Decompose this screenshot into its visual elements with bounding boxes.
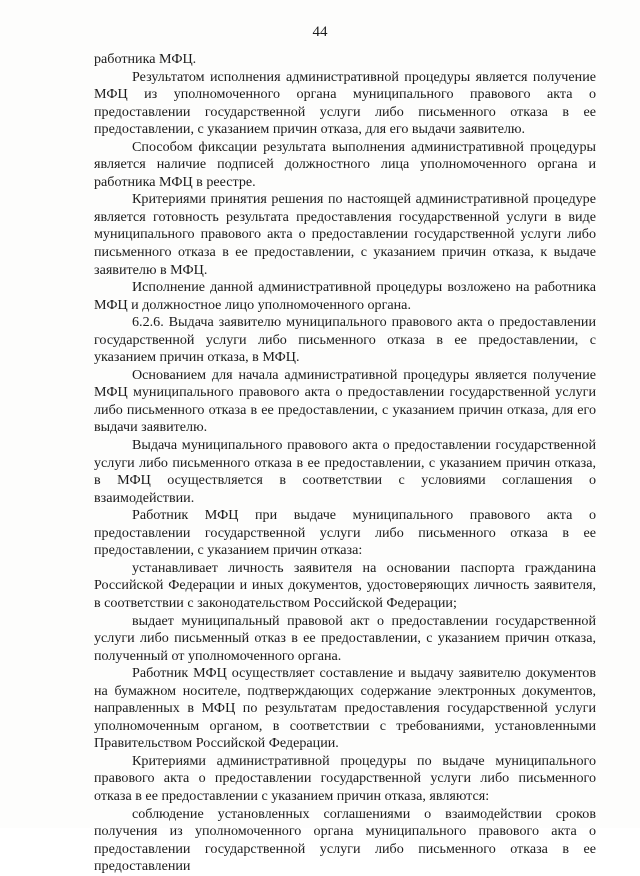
paragraph: Способом фиксации результата выполнения административной процедуры является наличие подписей должностного лица уполномоченного органа и работника МФЦ в реестре. [94,138,596,190]
list-item: выдает муниципальный правовой акт о предоставлении государственной услуги либо письменный отказ в ее предоставлении, с указанием причин отказа, полученный от уполномоченного органа. [94,612,596,664]
paragraph: Результатом исполнения административной процедуры является получение МФЦ из уполномоченного органа муниципального правового акта о предоставлении государственной услуги либо письменного отказа в ее предоставлении, с указанием причин отказа, для его выдачи заявителю. [94,68,596,138]
page-number: 44 [312,24,328,40]
paragraph: Основанием для начала административной процедуры является получение МФЦ муниципального правового акта о предоставлении государственной услуги либо письменного отказа в ее предоставлении, с указанием причин отказа, для его выдачи заявителю. [94,366,596,436]
paragraph: Работник МФЦ осуществляет составление и выдачу заявителю документов на бумажном носителе, подтверждающих содержание электронных документов, направленных в МФЦ по результатам предоставления государственной услуги уполномоченным органом, в соответствии с требованиями, установленными Правительством Российской Федерации. [94,665,596,752]
paragraph: Критериями административной процедуры по выдаче муниципального правового акта о предоставлении государственной услуги либо письменного отказа в ее предоставлении с указанием причин отказа, являются: [94,752,596,804]
list-item: соблюдение установленных соглашениями о взаимодействии сроков получения из уполномоченного органа муниципального правового акта о предоставлении государственной услуги либо письменного отказа в ее предоставлении [94,805,596,875]
paragraph-continuation: работника МФЦ. [94,51,197,67]
paragraph: Исполнение данной административной процедуры возложено на работника МФЦ и должностное лицо уполномоченного органа. [94,279,596,313]
paragraph: Работник МФЦ при выдаче муниципального правового акта о предоставлении государственной услуги либо письменного отказа в ее предоставлении, с указанием причин отказа: [94,507,596,559]
paragraph: Выдача муниципального правового акта о предоставлении государственной услуги либо письменного отказа в ее предоставлении, с указанием причин отказа, в МФЦ осуществляется в соответствии с условиями соглашения о взаимодействии. [94,437,596,506]
document-body [94,51,596,876]
list-item: устанавливает личность заявителя на основании паспорта гражданина Российской Федерации и иных документов, удостоверяющих личность заявителя, в соответствии с законодательством Российской Федерации; [94,559,596,611]
paragraph: Критериями принятия решения по настоящей административной процедуре является готовность результата предоставления государственной услуги в виде муниципального правового акта о предоставлении государственной услуги либо письменного отказа в ее предоставлении, с указанием причин отказа, к выдаче заявителю в МФЦ. [94,191,596,278]
section-heading-6-2-6: 6.2.6. Выдача заявителю муниципального правового акта о предоставлении государственной услуги либо письменного отказа в ее предоставлении, с указанием причин отказа, в МФЦ. [94,314,596,366]
